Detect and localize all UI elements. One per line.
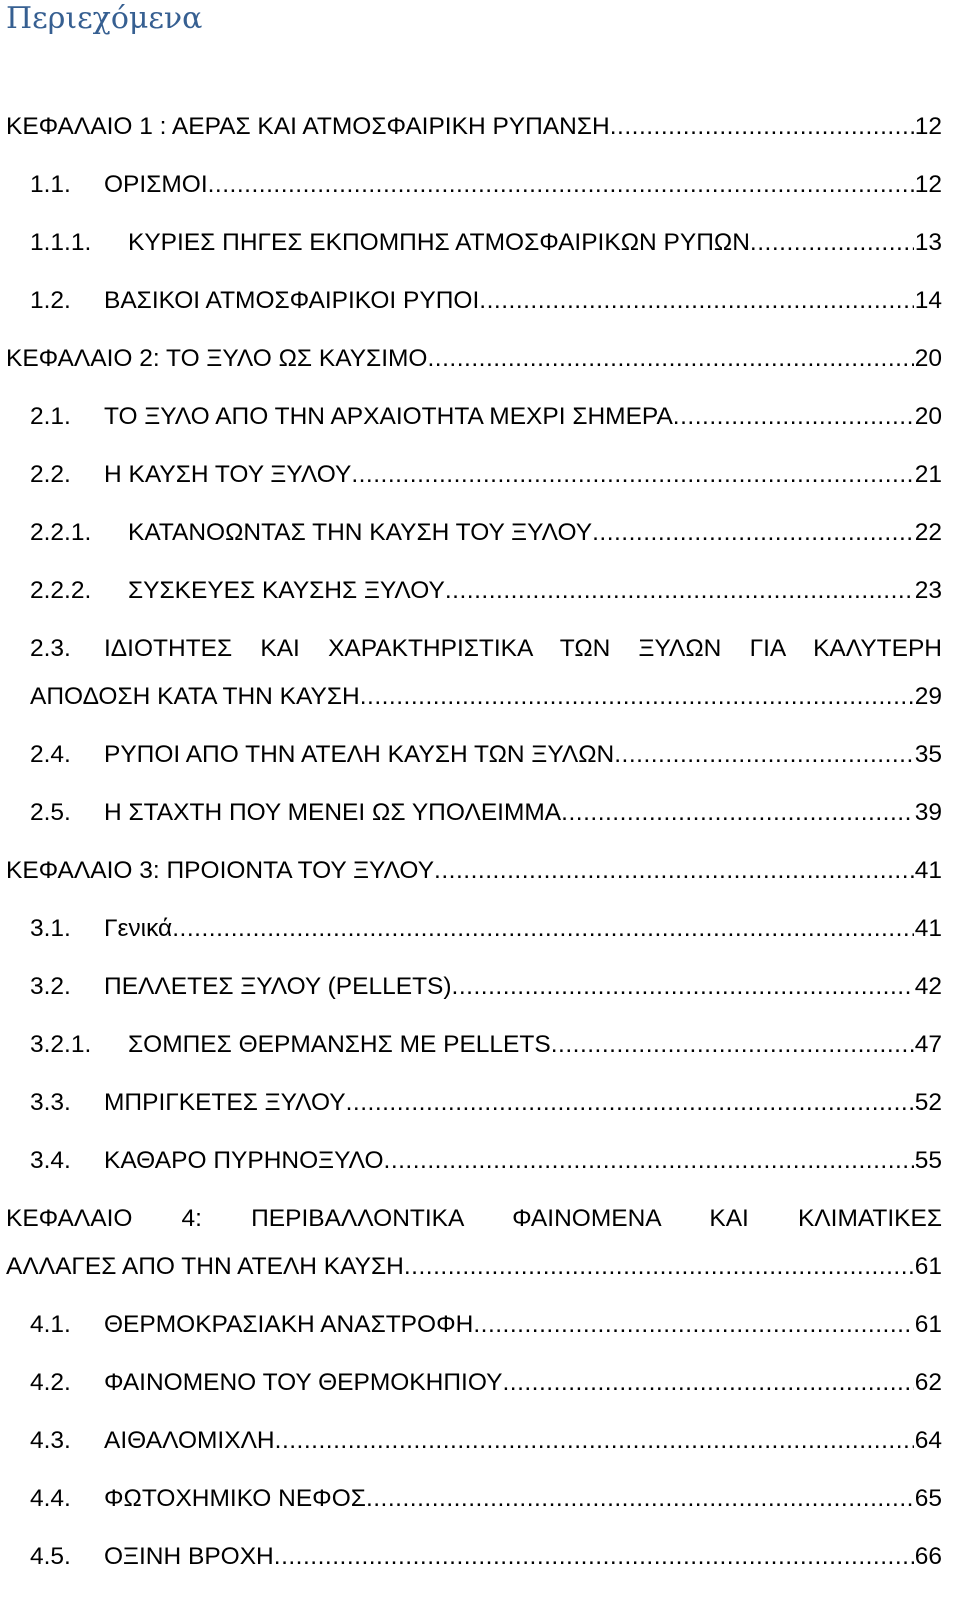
toc-entry[interactable] xyxy=(6,1146,942,1176)
dot-leader xyxy=(434,856,914,886)
toc-entry-number: 2.4. xyxy=(30,741,71,768)
toc-entry[interactable] xyxy=(6,856,942,886)
toc-entry[interactable] xyxy=(6,1030,942,1060)
toc-entry-label: ΚΕΦΑΛΑΙΟ 1 : ΑΕΡΑΣ ΚΑΙ ΑΤΜΟΣΦΑΙΡΙΚΗ ΡΥΠΑΝΣΗ xyxy=(6,113,610,140)
toc-entry-label: ΦΑΙΝΟΜΕΝΟ ΤΟΥ ΘΕΡΜΟΚΗΠΙΟΥ xyxy=(104,1369,503,1396)
toc-entry-label: ΒΑΣΙΚΟΙ ΑΤΜΟΣΦΑΙΡΙΚΟΙ ΡΥΠΟΙ xyxy=(104,287,480,314)
toc-page-number[interactable]: 62 xyxy=(914,1369,942,1396)
toc-entry[interactable] xyxy=(6,740,942,770)
toc-entry[interactable] xyxy=(6,518,942,548)
toc-entry-number: 2.5. xyxy=(30,799,71,826)
toc-entry[interactable] xyxy=(6,344,942,374)
dot-leader xyxy=(445,576,914,606)
toc-entry-label: Η ΚΑΥΣΗ ΤΟΥ ΞΥΛΟΥ xyxy=(104,461,352,488)
dot-leader xyxy=(360,682,914,712)
toc-entry-label: ΚΥΡΙΕΣ ΠΗΓΕΣ ΕΚΠΟΜΠΗΣ ΑΤΜΟΣΦΑΙΡΙΚΩΝ ΡΥΠΩΝ xyxy=(128,229,750,256)
toc-entry-label: ΠΕΛΛΕΤΕΣ ΞΥΛΟΥ (PELLETS) xyxy=(104,973,452,1000)
toc-entry-number: 4.3. xyxy=(30,1427,71,1454)
toc-entry-label: ΘΕΡΜΟΚΡΑΣΙΑΚΗ ΑΝΑΣΤΡΟΦΗ xyxy=(104,1311,474,1338)
toc-entry-label: Η ΣΤΑΧΤΗ ΠΟΥ ΜΕΝΕΙ ΩΣ ΥΠΟΛΕΙΜΜΑ xyxy=(104,799,562,826)
toc-entry-label: ΚΕΦΑΛΑΙΟ 2: ΤΟ ΞΥΛΟ ΩΣ ΚΑΥΣΙΜΟ xyxy=(6,345,428,372)
toc-entry-number: 3.4. xyxy=(30,1147,71,1174)
toc-entry-number: 4.2. xyxy=(30,1369,71,1396)
toc-page-number[interactable]: 12 xyxy=(914,171,942,198)
toc-entry-label: Γενικά xyxy=(104,915,173,942)
toc-entry-number: 1.2. xyxy=(30,287,71,314)
toc-page-number[interactable]: 22 xyxy=(914,519,942,546)
toc-page-number[interactable]: 66 xyxy=(914,1543,942,1570)
toc-entry-label: ΣΥΣΚΕΥΕΣ ΚΑΥΣΗΣ ΞΥΛΟΥ xyxy=(128,577,445,604)
toc-entry-number: 2.2. xyxy=(30,461,71,488)
toc-entry-label: ΜΠΡΙΓΚΕΤΕΣ ΞΥΛΟΥ xyxy=(104,1089,346,1116)
dot-leader xyxy=(614,740,914,770)
toc-entry[interactable] xyxy=(6,402,942,432)
dot-leader xyxy=(473,1310,913,1340)
dot-leader xyxy=(384,1146,914,1176)
toc-entry-label: ΟΡΙΣΜΟΙ xyxy=(104,171,208,198)
toc-entry[interactable] xyxy=(6,228,942,258)
toc-entry-label-continued: ΑΠΟΔΟΣΗ ΚΑΤΑ ΤΗΝ ΚΑΥΣΗ xyxy=(30,683,360,710)
toc-entry-label: ΟΞΙΝΗ ΒΡΟΧΗ xyxy=(104,1543,274,1570)
toc-page-number[interactable]: 41 xyxy=(914,915,942,942)
dot-leader xyxy=(750,228,914,258)
toc-entry-number: 2.3. xyxy=(30,635,71,662)
dot-leader xyxy=(274,1542,914,1572)
toc-entry-number: 4.1. xyxy=(30,1311,71,1338)
toc-entry-number: 3.2.1. xyxy=(30,1031,92,1058)
toc-entry-label: ΡΥΠΟΙ ΑΠΟ ΤΗΝ ΑΤΕΛΗ ΚΑΥΣΗ ΤΩΝ ΞΥΛΩΝ xyxy=(104,741,615,768)
dot-leader xyxy=(404,1252,914,1282)
toc-page-number[interactable]: 13 xyxy=(914,229,942,256)
toc-page-number[interactable]: 64 xyxy=(914,1427,942,1454)
toc-entry[interactable] xyxy=(6,972,942,1002)
toc-entry-number: 1.1. xyxy=(30,171,71,198)
toc-entry-label: ΚΕΦΑΛΑΙΟ 4: ΠΕΡΙΒΑΛΛΟΝΤΙΚΑ ΦΑΙΝΟΜΕΝΑ ΚΑΙ ΚΛΙΜΑΤΙΚΕΣ xyxy=(6,1205,942,1232)
toc-entry-label-continued: ΑΛΛΑΓΕΣ ΑΠΟ ΤΗΝ ΑΤΕΛΗ ΚΑΥΣΗ xyxy=(6,1253,404,1280)
toc-page-number[interactable]: 61 xyxy=(914,1253,942,1280)
toc-entry[interactable] xyxy=(6,460,942,490)
toc-entry[interactable] xyxy=(6,1542,942,1572)
toc-entry-label: ΚΕΦΑΛΑΙΟ 3: ΠΡΟΙΟΝΤΑ ΤΟΥ ΞΥΛΟΥ xyxy=(6,857,435,884)
toc-entry[interactable] xyxy=(6,914,942,944)
dot-leader xyxy=(592,518,914,548)
dot-leader xyxy=(351,460,913,490)
dot-leader xyxy=(452,972,914,1002)
dot-leader xyxy=(561,798,914,828)
toc-page-number[interactable]: 29 xyxy=(914,683,942,710)
toc-entry-number: 3.3. xyxy=(30,1089,71,1116)
toc-page-number[interactable]: 14 xyxy=(914,287,942,314)
toc-entry-label: ΑΙΘΑΛΟΜΙΧΛΗ xyxy=(104,1427,275,1454)
dot-leader xyxy=(172,914,914,944)
toc-page-number[interactable]: 20 xyxy=(914,345,942,372)
toc-entry[interactable] xyxy=(6,112,942,142)
toc-entry-label: ΤΟ ΞΥΛΟ ΑΠΟ ΤΗΝ ΑΡΧΑΙΟΤΗΤΑ ΜΕΧΡΙ ΣΗΜΕΡΑ xyxy=(104,403,673,430)
toc-page-number[interactable]: 55 xyxy=(914,1147,942,1174)
toc-entry[interactable] xyxy=(6,1204,942,1280)
dot-leader xyxy=(673,402,914,432)
toc-entry-number: 1.1.1. xyxy=(30,229,92,256)
dot-leader xyxy=(479,286,913,316)
toc-entry[interactable] xyxy=(6,286,942,316)
page-title: Περιεχόμενα xyxy=(6,1,203,36)
toc-page-number[interactable]: 39 xyxy=(914,799,942,826)
toc-page-number[interactable]: 47 xyxy=(914,1031,942,1058)
toc-page-number[interactable]: 23 xyxy=(914,577,942,604)
dot-leader xyxy=(208,170,914,200)
toc-page-number[interactable]: 52 xyxy=(914,1089,942,1116)
toc-page-number[interactable]: 21 xyxy=(914,461,942,488)
toc-entry[interactable] xyxy=(6,170,942,200)
toc-page-number[interactable]: 12 xyxy=(914,113,942,140)
toc-entry-number: 4.5. xyxy=(30,1543,71,1570)
toc-entry-number: 3.2. xyxy=(30,973,71,1000)
toc-entry[interactable] xyxy=(6,1368,942,1398)
toc-entry[interactable] xyxy=(6,1310,942,1340)
toc-entry[interactable] xyxy=(6,1484,942,1514)
dot-leader xyxy=(427,344,913,374)
toc-entry[interactable] xyxy=(6,798,942,828)
toc-entry[interactable] xyxy=(6,576,942,606)
toc-entry-number: 2.1. xyxy=(30,403,71,430)
dot-leader xyxy=(551,1030,914,1060)
toc-entry[interactable] xyxy=(6,634,942,710)
toc-page-number[interactable]: 65 xyxy=(914,1485,942,1512)
toc-page-number[interactable]: 20 xyxy=(914,403,942,430)
toc-entry-label: ΣΟΜΠΕΣ ΘΕΡΜΑΝΣΗΣ ΜΕ PELLETS xyxy=(128,1031,551,1058)
dot-leader xyxy=(346,1088,914,1118)
toc-entry-number: 3.1. xyxy=(30,915,71,942)
toc-entry-number: 4.4. xyxy=(30,1485,71,1512)
dot-leader xyxy=(275,1426,914,1456)
toc-entry-label: ΚΑΤΑΝΟΩΝΤΑΣ ΤΗΝ ΚΑΥΣΗ ΤΟΥ ΞΥΛΟΥ xyxy=(128,519,593,546)
dot-leader xyxy=(610,112,914,142)
toc-page-number[interactable]: 35 xyxy=(914,741,942,768)
toc-entry-label: ΚΑΘΑΡΟ ΠΥΡΗΝΟΞΥΛΟ xyxy=(104,1147,384,1174)
toc-page-number[interactable]: 42 xyxy=(914,973,942,1000)
toc-page-number[interactable]: 61 xyxy=(914,1311,942,1338)
toc-entry-label: ΙΔΙΟΤΗΤΕΣ ΚΑΙ ΧΑΡΑΚΤΗΡΙΣΤΙΚΑ ΤΩΝ ΞΥΛΩΝ ΓΙΑ ΚΑΛΥΤΕΡΗ xyxy=(104,635,942,662)
toc-entry-number: 2.2.2. xyxy=(30,577,92,604)
dot-leader xyxy=(366,1484,914,1514)
toc-entry[interactable] xyxy=(6,1088,942,1118)
toc-page-number[interactable]: 41 xyxy=(914,857,942,884)
toc-entry-number: 2.2.1. xyxy=(30,519,92,546)
toc-entry[interactable] xyxy=(6,1426,942,1456)
dot-leader xyxy=(502,1368,913,1398)
toc-entry-label: ΦΩΤΟΧΗΜΙΚΟ ΝΕΦΟΣ xyxy=(104,1485,366,1512)
